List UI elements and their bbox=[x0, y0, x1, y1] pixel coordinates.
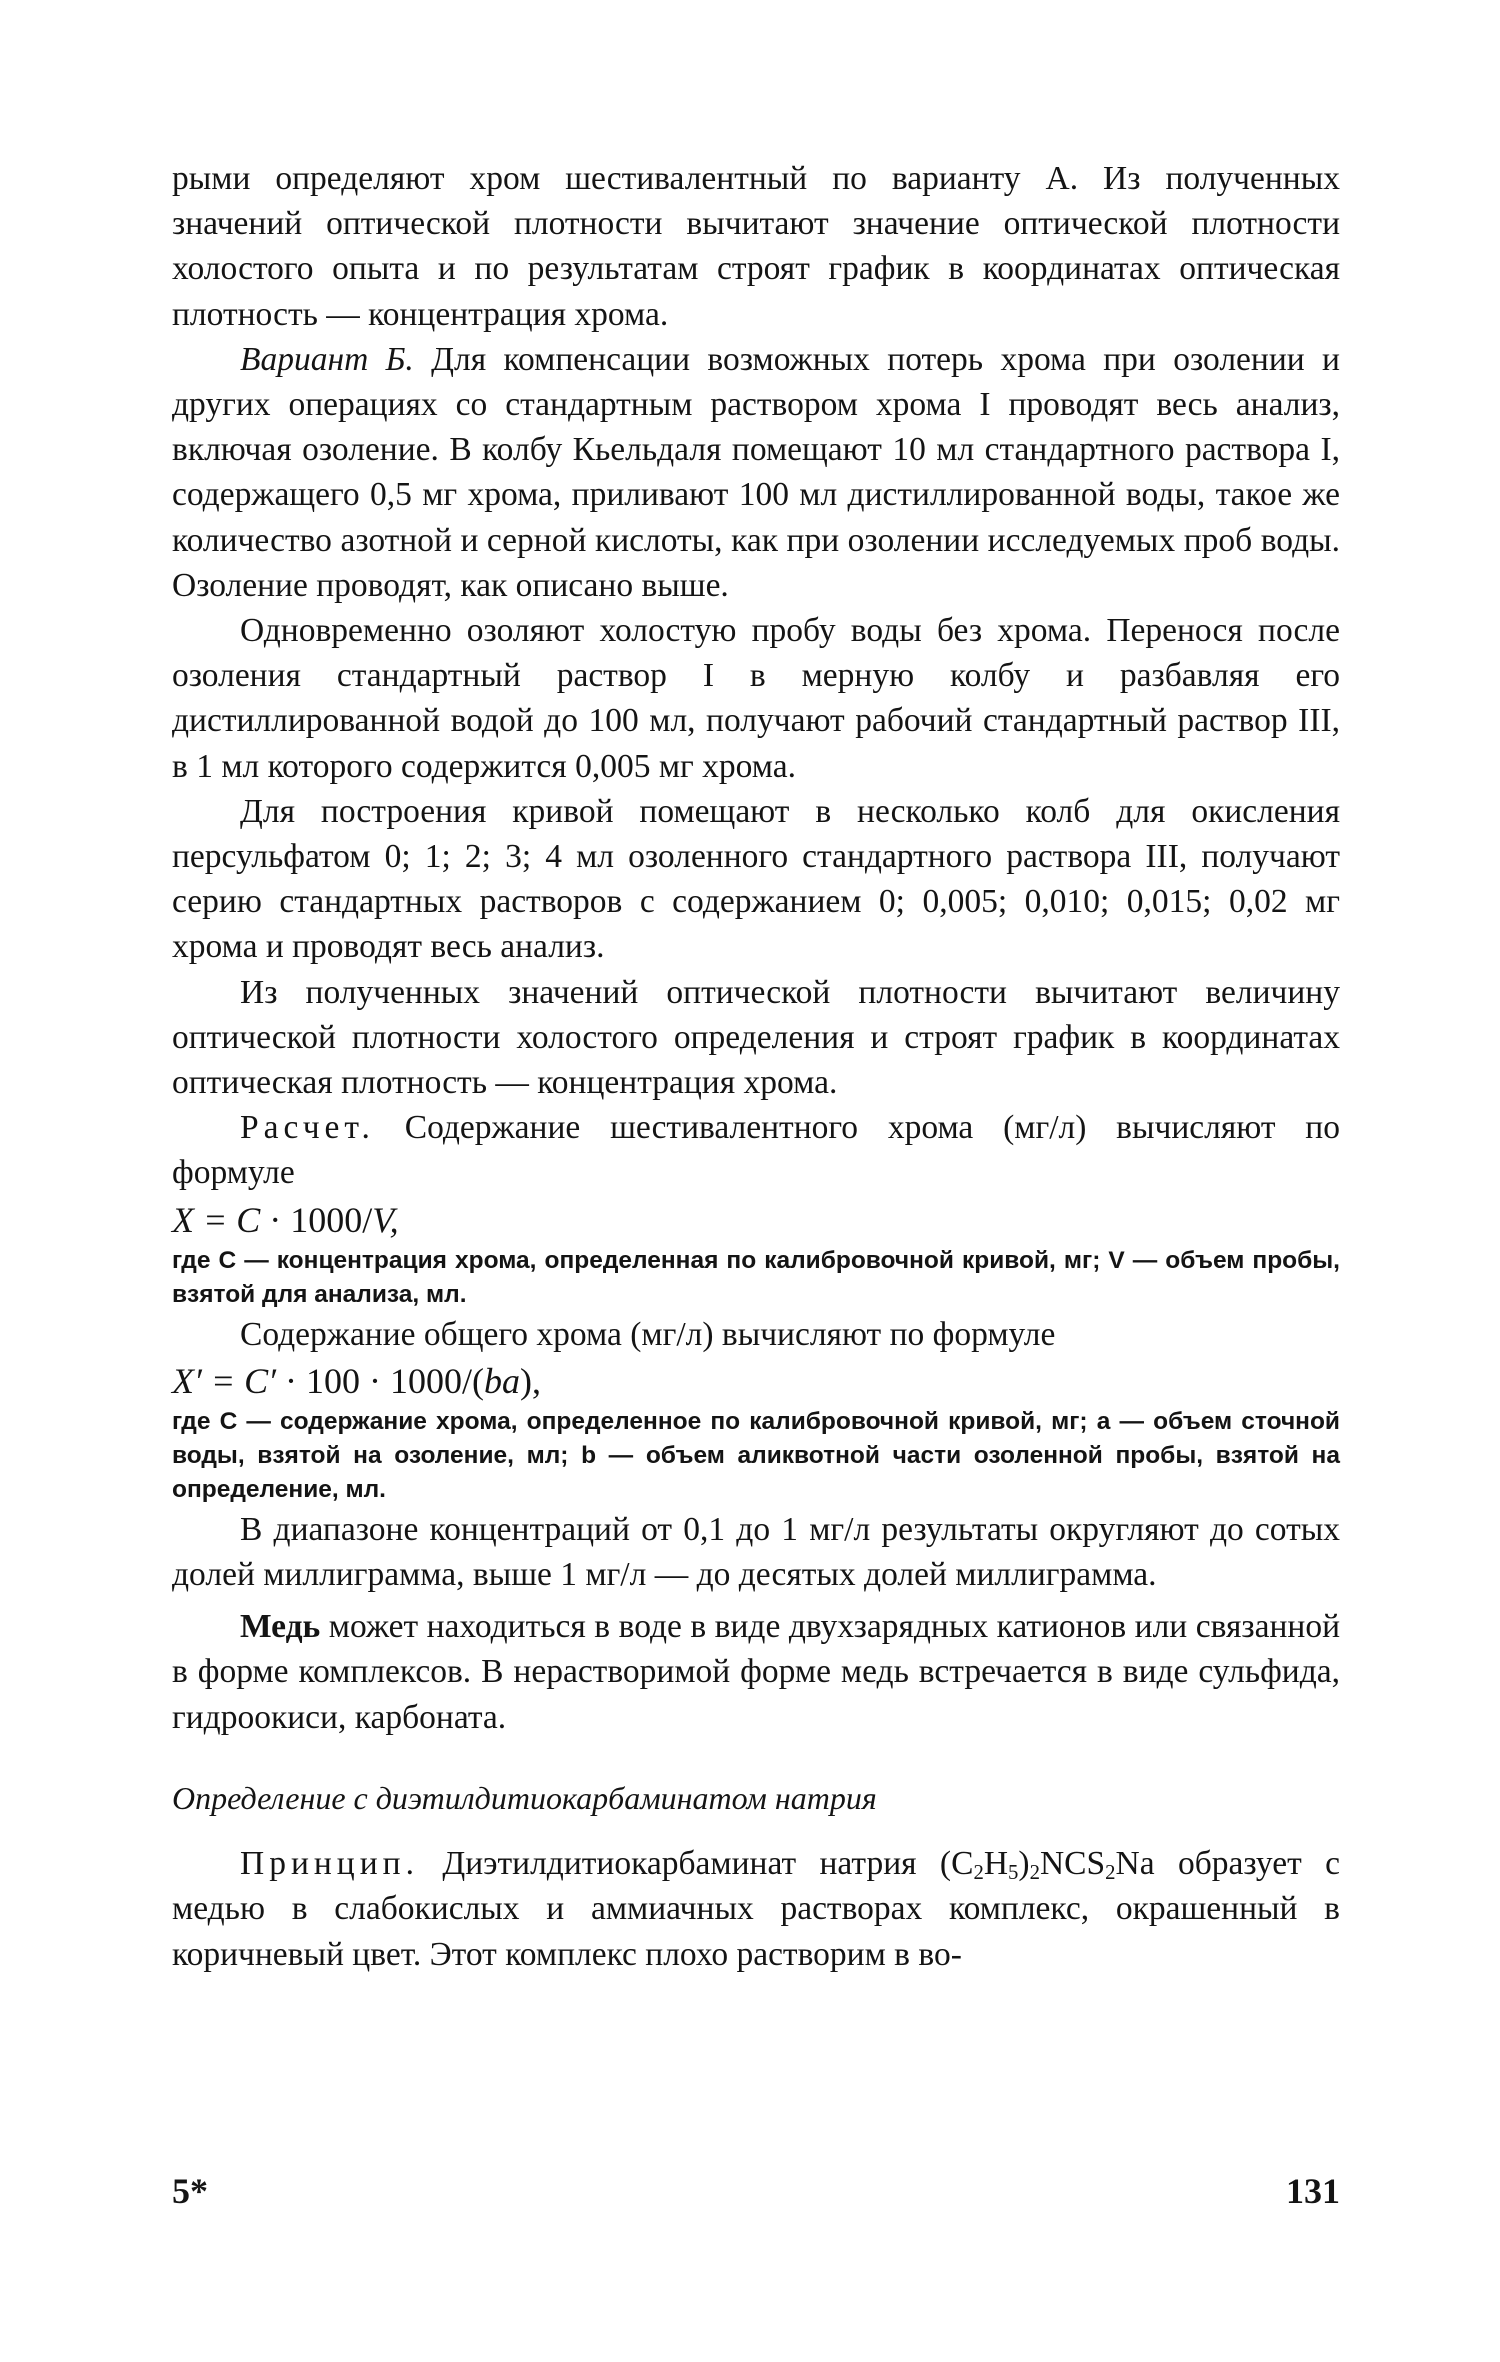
variant-b-text: Для компенсации возможных потерь хрома при озолении и других операциях со стандартным раствором хрома I проводят весь анализ, включая озоление. В колбу Кьельдаля помещают 10 мл стандартного раствора I, содержащего 0,5 мг хрома, приливают 100 мл дистиллированной воды, такое же количество азотной и серной кислоты, как при озолении исследуемых проб воды. Озоление проводят, как описано выше. bbox=[172, 340, 1340, 604]
page-number: 131 bbox=[1286, 2171, 1340, 2211]
section-heading: Определение с диэтилдитиокарбаминатом натрия bbox=[172, 1779, 877, 1816]
paragraph-continuation: рыми определяют хром шестивалентный по варианту А. Из полученных значений оптической плотности вычитают значение оптической плотности холостого опыта и по результатам строят график в координатах оптическая плотность — концентрация хрома. bbox=[172, 160, 1340, 333]
paragraph-principle: Принцип. Диэтилдитиокарбаминат натрия $(C_2H_5)_2NCS_2Na$ образует с медью в слабокислых и аммиачных растворах комплекс, окрашенный в коричневый цвет. Этот комплекс плохо растворим в во- bbox=[172, 1845, 1340, 1973]
copper-term: Медь bbox=[240, 1608, 321, 1646]
paragraph-calculation bbox=[172, 1105, 1340, 1195]
formula-total-chromium: X′ = C′ · 100 · 1000/(ba), bbox=[172, 1360, 542, 1401]
paragraph-calibration-curve: Для построения кривой помещают в несколько колб для окисления персульфатом 0; 1; 2; 3; 4 мл озоленного стандартного раствора III, получают серию стандартных растворов с содержанием 0; 0,005; 0,010; 0,015; 0,02 мг хрома и проводят весь анализ. bbox=[172, 792, 1340, 966]
paragraph-blank-sample: Одновременно озоляют холостую пробу воды без хрома. Перенося после озоления стандартный раствор I в мерную колбу и разбавляя его дистиллированной водой до 100 мл, получают рабочий стандартный раствор III, в 1 мл которого содержится 0,005 мг хрома. bbox=[172, 612, 1340, 785]
page-content bbox=[172, 156, 1340, 1977]
signature-mark: 5* bbox=[172, 2171, 208, 2211]
calculation-label: Расчет. bbox=[240, 1109, 375, 1147]
paragraph-optical-density: Из полученных значений оптической плотности вычитают величину оптической плотности холостого определения и строят график в координатах оптическая плотность — концентрация хрома. bbox=[172, 973, 1340, 1102]
paragraph-copper bbox=[172, 1604, 1340, 1740]
calculation-text: Содержание шестивалентного хрома (мг/л) вычисляют по формуле bbox=[172, 1109, 1340, 1192]
page-footer bbox=[172, 2170, 1340, 2212]
copper-text: может находиться в воде в виде двухзарядных катионов или связанной в форме комплексов. В нерастворимой форме медь встречается в виде сульфида, гидроокиси, карбоната. bbox=[172, 1608, 1340, 1736]
principle-label: Принцип. bbox=[240, 1845, 419, 1883]
formula-hexavalent-chromium: X = C · 1000/V, bbox=[172, 1199, 399, 1240]
paragraph-total-chromium: Содержание общего хрома (мг/л) вычисляют по формуле bbox=[240, 1315, 1056, 1353]
formula-note-1: где C — концентрация хрома, определенная по калибровочной кривой, мг; V — объем пробы, взятой для анализа, мл. bbox=[172, 1246, 1340, 1308]
variant-b-label: Вариант Б. bbox=[240, 340, 414, 378]
formula-note-2: где C — содержание хрома, определенное по калибровочной кривой, мг; a — объем сточной воды, взятой на озоление, мл; b — объем аликвотной части озоленной пробы, взятой на определение, мл. bbox=[172, 1407, 1340, 1503]
paragraph-rounding: В диапазоне концентраций от 0,1 до 1 мг/л результаты округляют до сотых долей миллиграмма, выше 1 мг/л — до десятых долей миллиграмма. bbox=[172, 1510, 1340, 1594]
paragraph-variant-b bbox=[172, 337, 1340, 608]
